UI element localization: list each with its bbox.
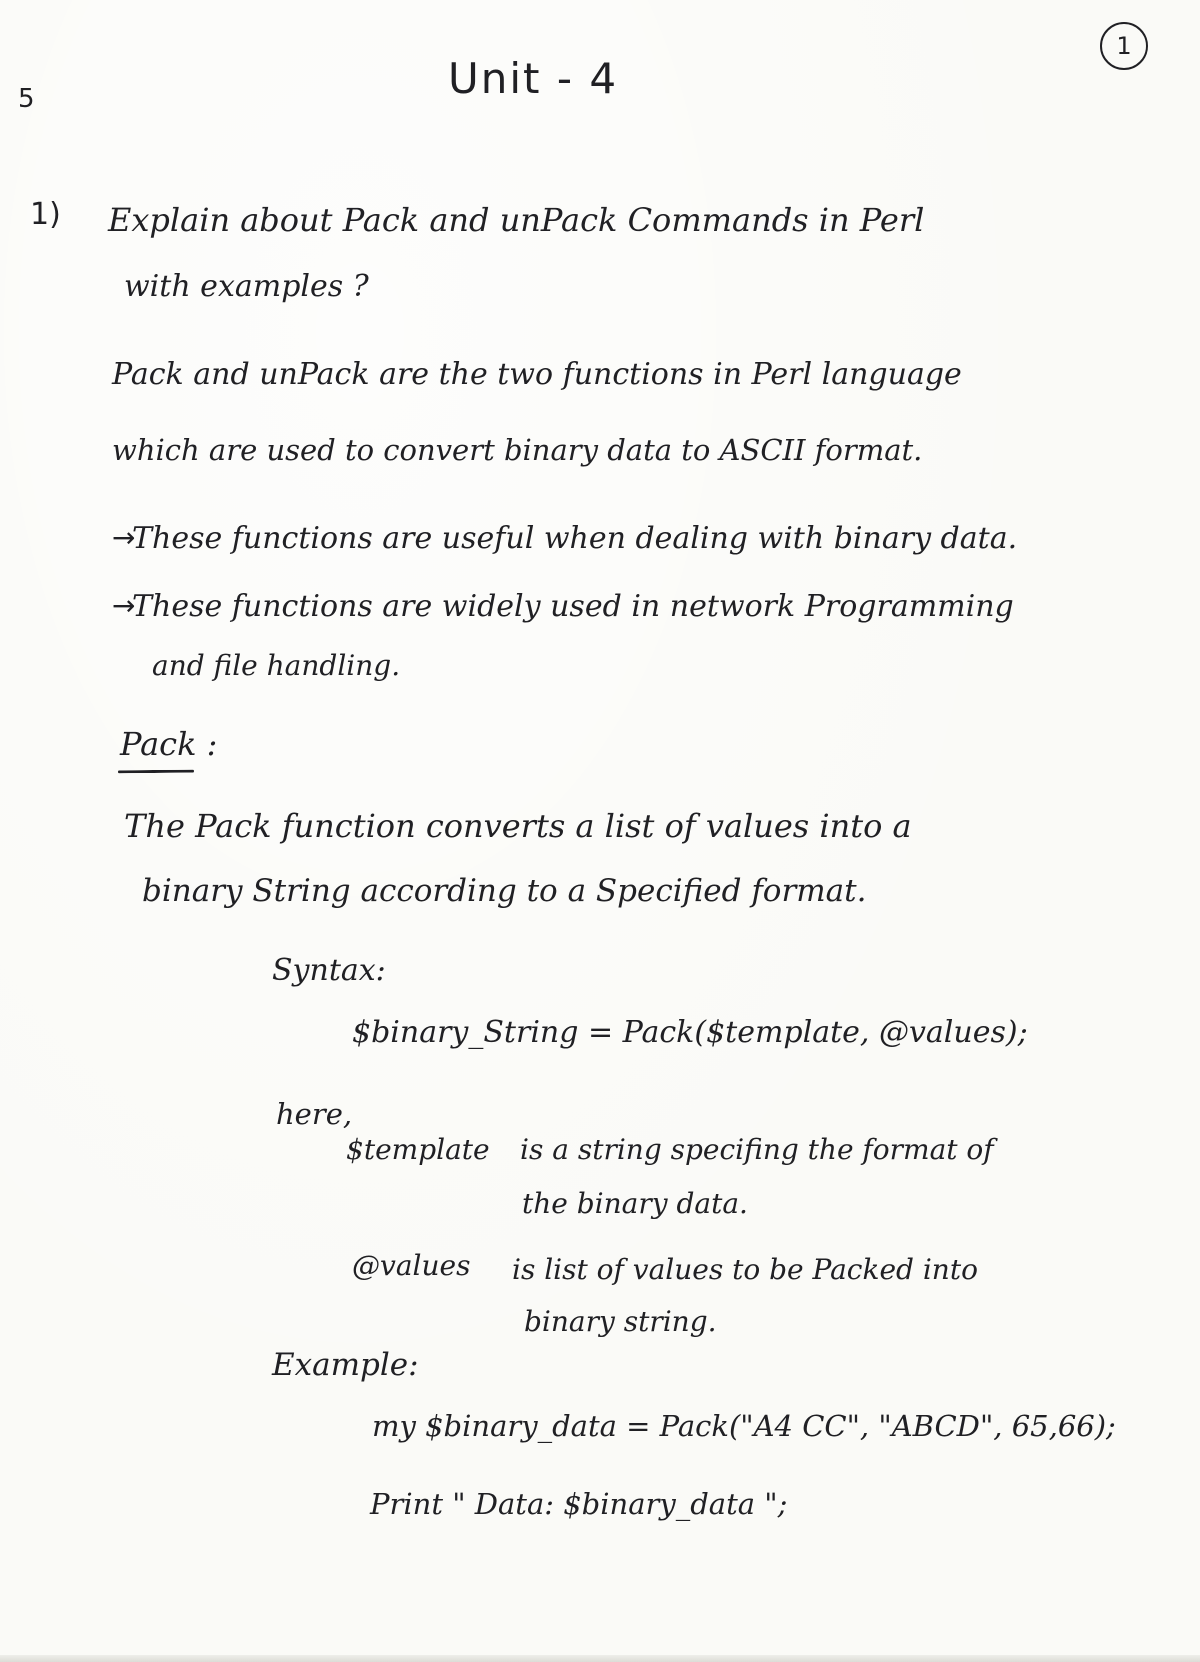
pack-description-line-2: binary String according to a Specified format. bbox=[142, 873, 867, 909]
template-description-line-2: the binary data. bbox=[522, 1187, 748, 1220]
intro-line-2: which are used to convert binary data to ASCII format. bbox=[112, 433, 923, 467]
question-line-1: Explain about Pack and unPack Commands in Perl bbox=[108, 201, 925, 239]
intro-line-1: Pack and unPack are the two functions in Perl language bbox=[112, 357, 962, 392]
values-term: @values bbox=[352, 1249, 471, 1282]
page-bottom-edge bbox=[0, 1655, 1200, 1662]
arrow-icon: → bbox=[112, 589, 136, 622]
values-description-line-2: binary string. bbox=[524, 1305, 717, 1338]
page-number: 1 bbox=[1100, 22, 1148, 70]
pack-description-line-1: The Pack function converts a list of values into a bbox=[124, 807, 912, 845]
here-label: here, bbox=[276, 1097, 353, 1131]
corner-mark: 5 bbox=[18, 84, 35, 114]
bullet-2-line-1: These functions are widely used in network Programming bbox=[132, 589, 1014, 624]
example-label: Example: bbox=[272, 1347, 419, 1383]
example-code-line-1: my $binary_data = Pack("A4 CC", "ABCD", 65,66); bbox=[372, 1409, 1116, 1443]
template-description-line-1: is a string specifing the format of bbox=[520, 1133, 994, 1166]
page-title: Unit - 4 bbox=[448, 54, 619, 103]
question-line-2: with examples ? bbox=[124, 269, 369, 304]
syntax-code: $binary_String = Pack($template, @values); bbox=[352, 1015, 1028, 1050]
arrow-icon: → bbox=[112, 521, 136, 554]
example-code-line-2: Print " Data: $binary_data "; bbox=[370, 1487, 788, 1521]
syntax-label: Syntax: bbox=[272, 953, 386, 988]
bullet-1: These functions are useful when dealing with binary data. bbox=[132, 521, 1018, 556]
heading-underline bbox=[118, 770, 194, 774]
values-description-line-1: is list of values to be Packed into bbox=[512, 1253, 978, 1286]
section-heading-pack: Pack : bbox=[120, 725, 218, 763]
bullet-2-line-2: and file handling. bbox=[152, 649, 401, 682]
template-term: $template bbox=[346, 1133, 490, 1166]
question-number: 1) bbox=[30, 197, 61, 232]
